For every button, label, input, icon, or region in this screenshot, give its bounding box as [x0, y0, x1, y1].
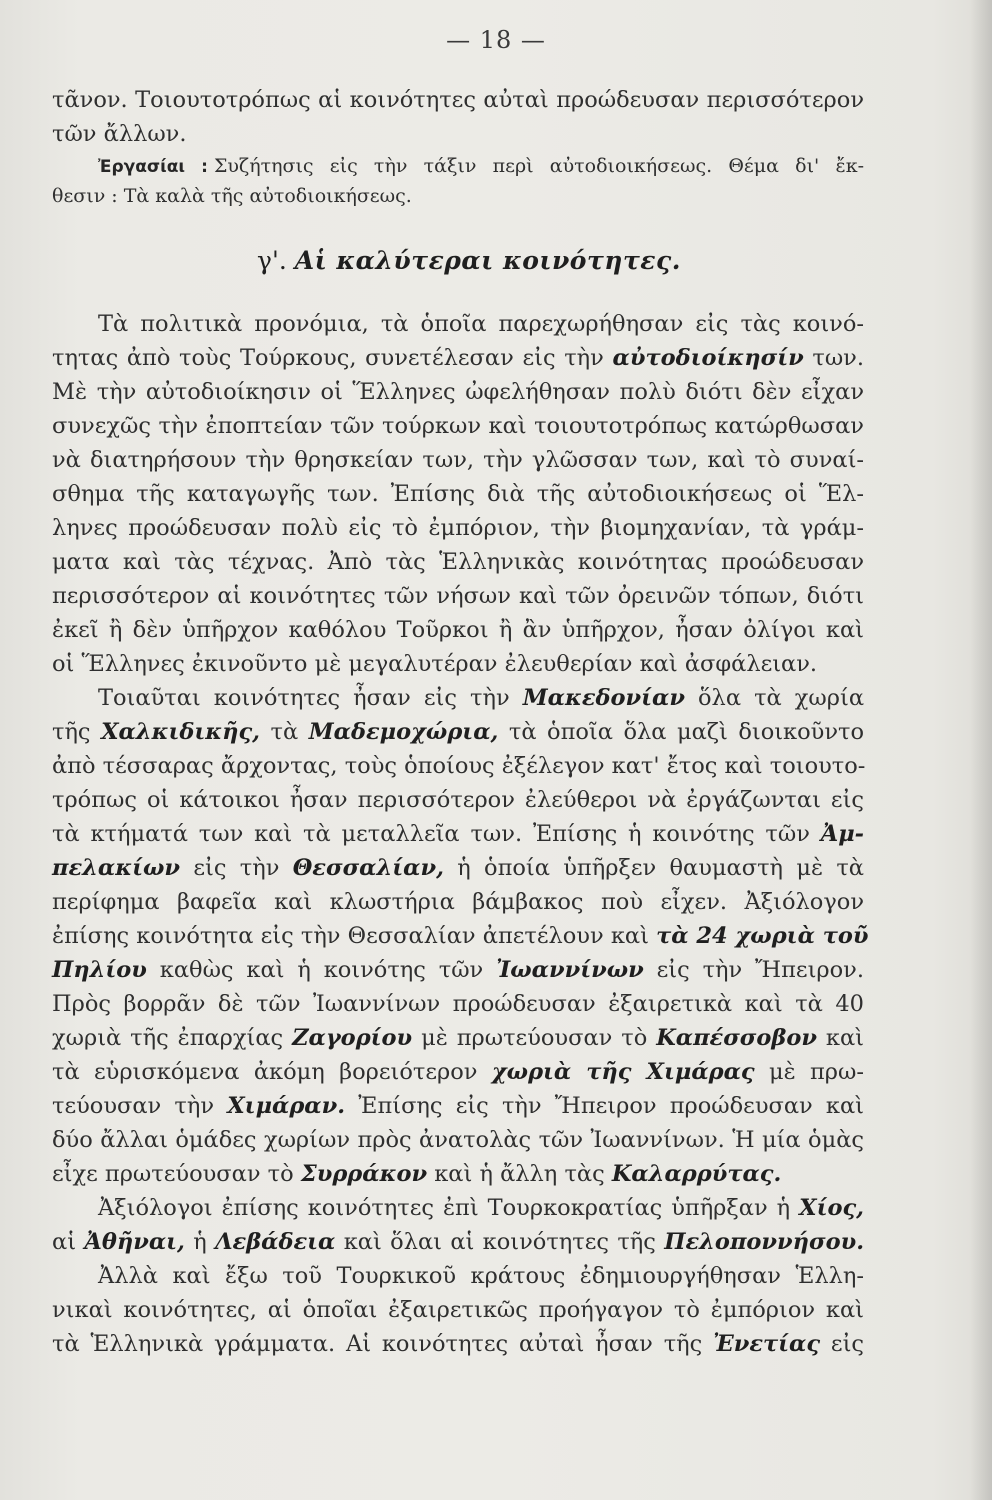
- text-run: καὶ ἡ ἄλλη τὰς: [434, 1161, 605, 1187]
- text-line: οἱ Ἕλληνες ἐκινοῦντο μὲ μεγαλυτέραν ἐλευθερίαν καὶ ἀσφάλειαν.: [52, 651, 818, 677]
- text-line: [52, 341, 864, 375]
- section-number: γ'.: [257, 246, 287, 275]
- page-spine-shadow: [970, 0, 992, 1500]
- emphasis-term: Χίος,: [799, 1195, 864, 1221]
- text-line: [52, 1089, 864, 1123]
- text-line: Τὰ πολιτικὰ προνόμια, τὰ ὁποῖα παρεχωρήθησαν εἰς τὰς κοινό-: [98, 311, 864, 337]
- text-run: καὶ ὅλαι αἱ κοινότητες τῆς: [343, 1229, 656, 1255]
- text-line: [52, 919, 869, 953]
- text-run: εἶχε πρωτεύουσαν τὸ: [52, 1161, 294, 1187]
- text-line: [52, 681, 864, 715]
- text-run: Τοιαῦται κοινότητες ἦσαν εἰς τὴν: [98, 685, 510, 711]
- text-run: καὶ: [825, 1025, 864, 1051]
- emphasis-term: αὐτοδιοίκησίν: [612, 345, 804, 371]
- text-run: ἐπίσης κοινότητα εἰς τὴν Θεσσαλίαν ἀπετέλουν καὶ: [52, 923, 649, 949]
- exercises-label: Ἐργασίαι :: [98, 157, 208, 177]
- text-line: [52, 1157, 864, 1191]
- emphasis-term: Μακεδονίαν: [522, 685, 685, 711]
- emphasis-term: Καπέσσοβον: [656, 1025, 817, 1051]
- emphasis-term: Καλαρρύτας.: [611, 1161, 782, 1187]
- text-line: συνεχῶς τὴν ἐποπτείαν τῶν τούρκων καὶ τοιουτοτρόπως κατώρθωσαν: [52, 413, 864, 439]
- text-line: Πρὸς βορρᾶν δὲ τῶν Ἰωαννίνων προώδευσαν ἐξαιρετικὰ καὶ τὰ 40: [52, 991, 864, 1017]
- text-run: τεύουσαν τὴν: [52, 1093, 215, 1119]
- text-run: τὰ ὁποῖα ὅλα μαζὶ διοικοῦντο: [508, 719, 865, 745]
- emphasis-term: Λεβάδεια: [215, 1229, 336, 1255]
- text-run: χωριὰ τῆς ἐπαρχίας: [52, 1025, 284, 1051]
- text-line: τῶν ἄλλων.: [52, 121, 187, 147]
- text-line: δύο ἄλλαι ὁμάδες χωρίων πρὸς ἀνατολὰς τῶν Ἰωαννίνων. Ἡ μία ὁμὰς: [52, 1127, 864, 1153]
- text-line: ἀπὸ τέσσαρας ἄρχοντας, τοὺς ὁποίους ἐξέλεγον κατ' ἔτος καὶ τοιουτο-: [52, 753, 866, 779]
- exercises-line: [52, 151, 864, 181]
- text-line: [52, 715, 864, 749]
- text-line: [52, 851, 864, 885]
- text-line: τρόπως οἱ κάτοικοι ἦσαν περισσότερον ἐλεύθεροι νὰ ἐργάζωνται εἰς: [52, 787, 864, 813]
- emphasis-term: Χαλκιδικῆς,: [101, 719, 261, 745]
- text-line: σθημα τῆς καταγωγῆς των. Ἐπίσης διὰ τῆς αὐτοδιοικήσεως οἱ Ἕλ-: [52, 481, 864, 507]
- text-line: [52, 1327, 864, 1361]
- text-run: Ἐπίσης εἰς τὴν Ἤπειρον προώδευσαν καὶ: [358, 1093, 864, 1119]
- text-line: ματα καὶ τὰς τέχνας. Ἀπὸ τὰς Ἑλληνικὰς κοινότητας προώδευσαν: [52, 549, 864, 575]
- emphasis-term: Χιμάραν.: [227, 1093, 346, 1119]
- text-run: Ἀξιόλογοι ἐπίσης κοινότητες ἐπὶ Τουρκοκρατίας ὑπῆρξαν ἡ: [98, 1195, 791, 1221]
- text-run: καθὼς καὶ ἡ κοινότης τῶν: [159, 957, 484, 983]
- text-run: εἰς: [830, 1331, 864, 1357]
- exercises-text: Συζήτησις εἰς τὴν τάξιν περὶ αὐτοδιοικήσεως. Θέμα δι' ἔκ-: [213, 155, 864, 177]
- emphasis-term: Ἀμ-: [820, 821, 864, 847]
- emphasis-term: Πελοποννήσου.: [664, 1229, 865, 1255]
- text-run: τῆς: [52, 719, 91, 745]
- emphasis-term: Πηλίου: [52, 957, 147, 983]
- emphasis-term: Ἰωαννίνων: [496, 957, 644, 983]
- page-number: — 18 —: [446, 26, 546, 54]
- text-run: τητας ἀπὸ τοὺς Τούρκους, συνετέλεσαν εἰς τὴν: [52, 345, 604, 371]
- text-run: αἱ: [52, 1229, 77, 1255]
- emphasis-term: τὰ 24 χωριὰ τοῦ: [656, 923, 869, 949]
- text-line: [52, 1191, 864, 1225]
- text-line: νικαὶ κοινότητες, αἱ ὁποῖαι ἐξαιρετικῶς προήγαγον τὸ ἐμπόριον καὶ: [52, 1297, 864, 1323]
- text-line: περίφημα βαφεῖα καὶ κλωστήρια βάμβακος ποὺ εἶχεν. Ἀξιόλογον: [52, 889, 864, 915]
- text-run: μὲ πρω-: [768, 1059, 864, 1085]
- text-line: νὰ διατηρήσουν τὴν θρησκείαν των, τὴν γλῶσσαν των, καὶ τὸ συναί-: [52, 447, 864, 473]
- text-run: τὰ Ἑλληνικὰ γράμματα. Αἱ κοινότητες αὐταὶ ἦσαν τῆς: [52, 1331, 703, 1357]
- text-line: [52, 1055, 864, 1089]
- emphasis-term: χωριὰ τῆς Χιμάρας: [491, 1059, 755, 1085]
- text-run: τὰ: [270, 719, 299, 745]
- emphasis-term: Ἀθῆναι,: [84, 1229, 185, 1255]
- emphasis-term: πελακίων: [52, 855, 181, 881]
- section-title: Αἱ καλύτεραι κοινότητες.: [294, 246, 681, 275]
- text-run: τὰ εὑρισκόμενα ἀκόμη βορειότερον: [52, 1059, 478, 1085]
- exercises-line: θεσιν : Τὰ καλὰ τῆς αὐτοδιοικήσεως.: [52, 185, 412, 207]
- emphasis-term: Θεσσαλίαν,: [292, 855, 444, 881]
- section-heading: [52, 231, 864, 291]
- text-run: ἡ: [193, 1229, 207, 1255]
- text-line: Ἀλλὰ καὶ ἔξω τοῦ Τουρκικοῦ κράτους ἐδημιουργήθησαν Ἑλλη-: [98, 1263, 864, 1289]
- text-run: ἡ ὁποία ὑπῆρξεν θαυμαστὴ μὲ τὰ: [457, 855, 864, 881]
- text-line: περισσότερον αἱ κοινότητες τῶν νήσων καὶ τῶν ὀρεινῶν τόπων, διότι: [52, 583, 864, 609]
- text-run: των.: [812, 345, 865, 371]
- text-line: [52, 1225, 864, 1259]
- text-line: [52, 953, 864, 987]
- emphasis-term: Ζαγορίου: [292, 1025, 413, 1051]
- page-body: [52, 83, 869, 1361]
- text-line: ληνες προώδευσαν πολὺ εἰς τὸ ἐμπόριον, τὴν βιομηχανίαν, τὰ γράμ-: [52, 515, 864, 541]
- text-line: [52, 817, 864, 851]
- text-run: εἰς τὴν: [193, 855, 280, 881]
- emphasis-term: Συρράκον: [300, 1161, 428, 1187]
- text-line: ἐκεῖ ἢ δὲν ὑπῆρχον καθόλου Τοῦρκοι ἢ ἂν ὑπῆρχον, ἦσαν ὀλίγοι καὶ: [52, 617, 864, 643]
- text-run: τὰ κτήματά των καὶ τὰ μεταλλεῖα των. Ἐπίσης ἡ κοινότης τῶν: [52, 821, 810, 847]
- text-line: [52, 1021, 864, 1055]
- text-run: ὅλα τὰ χωρία: [698, 685, 865, 711]
- text-line: τᾶνον. Τοιουτοτρόπως αἱ κοινότητες αὐταὶ προώδευσαν περισσότερον: [52, 87, 864, 113]
- text-line: Μὲ τὴν αὐτοδιοίκησιν οἱ Ἕλληνες ὠφελήθησαν πολὺ διότι δὲν εἶχαν: [52, 379, 864, 405]
- text-run: εἰς τὴν Ἤπειρον.: [656, 957, 864, 983]
- emphasis-term: Μαδεμοχώρια,: [308, 719, 499, 745]
- text-run: μὲ πρωτεύουσαν τὸ: [421, 1025, 648, 1051]
- emphasis-term: Ἐνετίας: [713, 1331, 821, 1357]
